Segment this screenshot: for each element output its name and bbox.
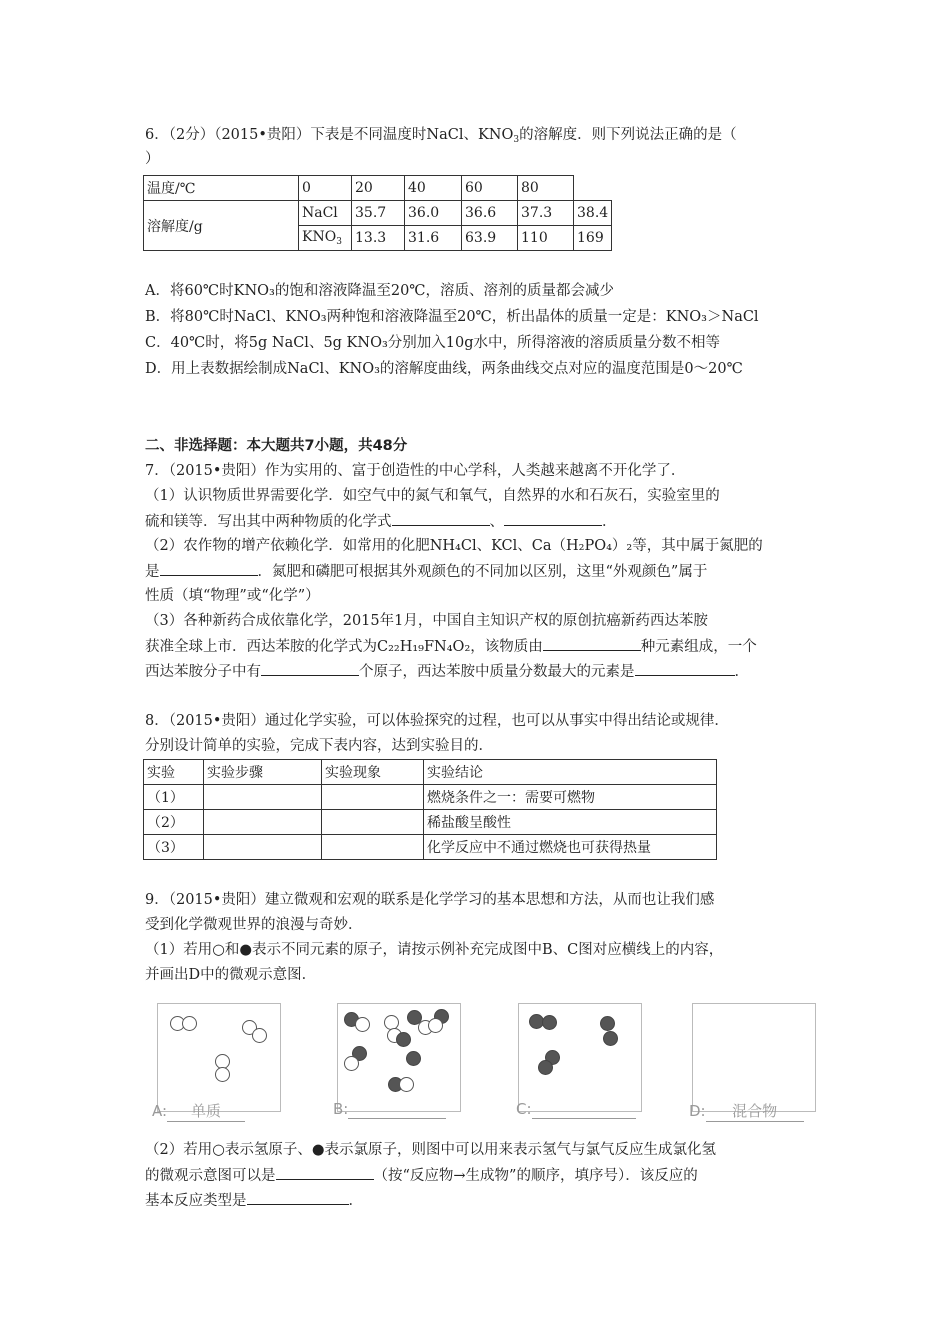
black-atom-icon xyxy=(538,1060,553,1075)
black-atom-icon xyxy=(600,1016,615,1031)
black-atom-icon xyxy=(396,1032,411,1047)
nacl-value: 36.0 xyxy=(405,201,462,226)
q8-stem-line1: 8．（2015•贵阳）通过化学实验，可以体验探究的过程，也可以从事实中得出结论或规律． xyxy=(145,713,729,729)
white-atom-icon xyxy=(355,1017,370,1032)
temp-cell: 0 xyxy=(299,176,352,201)
q9-p1-line1: （1）若用○和●表示不同元素的原子，请按示例补充完成图中B、C图对应横线上的内容， xyxy=(145,942,724,958)
figure-d[interactable] xyxy=(692,1003,816,1112)
white-atom-icon xyxy=(428,1018,443,1033)
nacl-value: 38.4 xyxy=(574,201,612,226)
solubility-table xyxy=(143,175,612,251)
black-atom-icon xyxy=(542,1015,557,1030)
solubility-label: 溶解度/g xyxy=(144,201,299,251)
q6-option-c: C．40℃时，将5g NaCl、5g KNO₃分别加入10g水中，所得溶液的溶质质量分数不相等 xyxy=(145,335,721,351)
figure-c xyxy=(518,1003,642,1112)
experiment-phenomenon-cell[interactable] xyxy=(322,810,424,835)
kno3-value: 13.3 xyxy=(352,226,405,251)
experiment-step-cell[interactable] xyxy=(204,785,322,810)
experiment-conclusion: 燃烧条件之一：需要可燃物 xyxy=(424,785,717,810)
q6-option-b: B．将80℃时NaCl、KNO₃两种饱和溶液降温至20℃，析出晶体的质量一定是：KNO₃＞NaCl xyxy=(145,309,759,325)
figure-b xyxy=(337,1003,461,1112)
answer-blank[interactable] xyxy=(635,661,735,676)
experiment-phenomenon-cell[interactable] xyxy=(322,785,424,810)
section-heading: 二、非选择题：本大题共7小题，共48分 xyxy=(145,438,408,454)
answer-blank[interactable] xyxy=(261,661,359,676)
q6-option-d: D．用上表数据绘制成NaCl、KNO₃的溶解度曲线，两条曲线交点对应的温度范围是0～20℃ xyxy=(145,361,743,377)
white-atom-icon xyxy=(399,1077,414,1092)
experiment-step-cell[interactable] xyxy=(204,835,322,860)
figure-b-caption: B: xyxy=(333,1100,446,1119)
figure-c-caption: C: xyxy=(516,1100,636,1119)
temp-cell: 80 xyxy=(518,176,574,201)
experiment-conclusion: 化学反应中不通过燃烧也可获得热量 xyxy=(424,835,717,860)
answer-blank[interactable] xyxy=(160,561,258,576)
answer-blank[interactable] xyxy=(543,636,641,651)
experiment-id: （1） xyxy=(144,785,204,810)
q6-stem-line2: ） xyxy=(145,151,160,167)
experiment-phenomenon-cell[interactable] xyxy=(322,835,424,860)
temp-cell: 40 xyxy=(405,176,462,201)
experiment-id: （3） xyxy=(144,835,204,860)
white-atom-icon xyxy=(215,1067,230,1082)
kno3-value: 169 xyxy=(574,226,612,251)
q7-p2-line3: 性质（填“物理”或“化学”） xyxy=(145,588,320,604)
q9-stem-line2: 受到化学微观世界的浪漫与奇妙． xyxy=(145,917,363,933)
q7-p1-line1: （1）认识物质世界需要化学．如空气中的氮气和氧气，自然界的水和石灰石，实验室里的 xyxy=(145,488,720,504)
temp-cell: 20 xyxy=(352,176,405,201)
q6-stem-line1: 6．（2分）（2015•贵阳）下表是不同温度时NaCl、$KNO_3$的溶解度．则下列说法正确的是（ xyxy=(145,127,737,145)
answer-blank[interactable] xyxy=(276,1165,374,1180)
nacl-label: NaCl xyxy=(299,201,352,226)
black-atom-icon xyxy=(603,1031,618,1046)
temp-cell: 60 xyxy=(462,176,518,201)
figure-a-caption: A: 单质 xyxy=(152,1100,245,1122)
q9-p2-line1: （2）若用○表示氢原子、●表示氯原子，则图中可以用来表示氢气与氯气反应生成氯化氢 xyxy=(145,1142,717,1158)
q7-p3-line1: （3）各种新药合成依靠化学，2015年1月，中国自主知识产权的原创抗癌新药西达苯胺 xyxy=(145,613,708,629)
q9-p2-line2: 的微观示意图可以是 （按“反应物→生成物”的顺序，填序号）．该反应的 xyxy=(145,1165,698,1186)
white-atom-icon xyxy=(182,1016,197,1031)
answer-blank[interactable] xyxy=(504,511,602,526)
figure-d-caption: D: 混合物 xyxy=(689,1100,804,1122)
q7-p3-line3: 西达苯胺分子中有 个原子，西达苯胺中质量分数最大的元素是 ． xyxy=(145,661,749,682)
kno3-value: 31.6 xyxy=(405,226,462,251)
experiment-header: 实验现象 xyxy=(322,760,424,785)
nacl-value: 36.6 xyxy=(462,201,518,226)
q7-p2-line2: 是 ．氮肥和磷肥可根据其外观颜色的不同加以区别，这里“外观颜色”属于 xyxy=(145,561,707,582)
white-atom-icon xyxy=(252,1028,267,1043)
kno3-value: 63.9 xyxy=(462,226,518,251)
q8-stem-line2: 分别设计简单的实验，完成下表内容，达到实验目的． xyxy=(145,738,493,754)
q7-stem: 7．（2015•贵阳）作为实用的、富于创造性的中心学科，人类越来越离不开化学了． xyxy=(145,463,686,479)
q7-p1-line2: 硫和镁等．写出其中两种物质的化学式 、 ． xyxy=(145,511,617,532)
q9-p1-line2: 并画出D中的微观示意图． xyxy=(145,967,317,983)
experiment-table xyxy=(143,759,717,860)
black-atom-icon xyxy=(406,1051,421,1066)
q6-option-a: A．将60℃时KNO₃的饱和溶液降温至20℃，溶质、溶剂的质量都会减少 xyxy=(145,283,615,299)
temp-label: 温度/℃ xyxy=(144,176,299,201)
figure-a xyxy=(157,1003,281,1112)
experiment-header: 实验结论 xyxy=(424,760,717,785)
white-atom-icon xyxy=(344,1056,359,1071)
nacl-value: 37.3 xyxy=(518,201,574,226)
experiment-id: （2） xyxy=(144,810,204,835)
nacl-value: 35.7 xyxy=(352,201,405,226)
kno3-label: $KNO_3$ xyxy=(299,226,352,251)
experiment-header: 实验步骤 xyxy=(204,760,322,785)
answer-blank[interactable] xyxy=(532,1100,636,1119)
experiment-conclusion: 稀盐酸呈酸性 xyxy=(424,810,717,835)
experiment-header: 实验 xyxy=(144,760,204,785)
q9-stem-line1: 9．（2015•贵阳）建立微观和宏观的联系是化学学习的基本思想和方法，从而也让我们感 xyxy=(145,892,715,908)
answer-blank[interactable] xyxy=(348,1100,446,1119)
q9-p2-line3: 基本反应类型是 ． xyxy=(145,1190,363,1211)
answer-blank[interactable] xyxy=(392,511,490,526)
kno3-value: 110 xyxy=(518,226,574,251)
answer-blank[interactable] xyxy=(247,1190,349,1205)
experiment-step-cell[interactable] xyxy=(204,810,322,835)
q7-p3-line2: 获准全球上市．西达苯胺的化学式为C₂₂H₁₉FN₄O₂，该物质由 种元素组成，一个 xyxy=(145,636,757,657)
q7-p2-line1: （2）农作物的增产依赖化学．如常用的化肥NH₄Cl、KCl、Ca（H₂PO₄）₂等，其中属于氮肥的 xyxy=(145,538,763,554)
